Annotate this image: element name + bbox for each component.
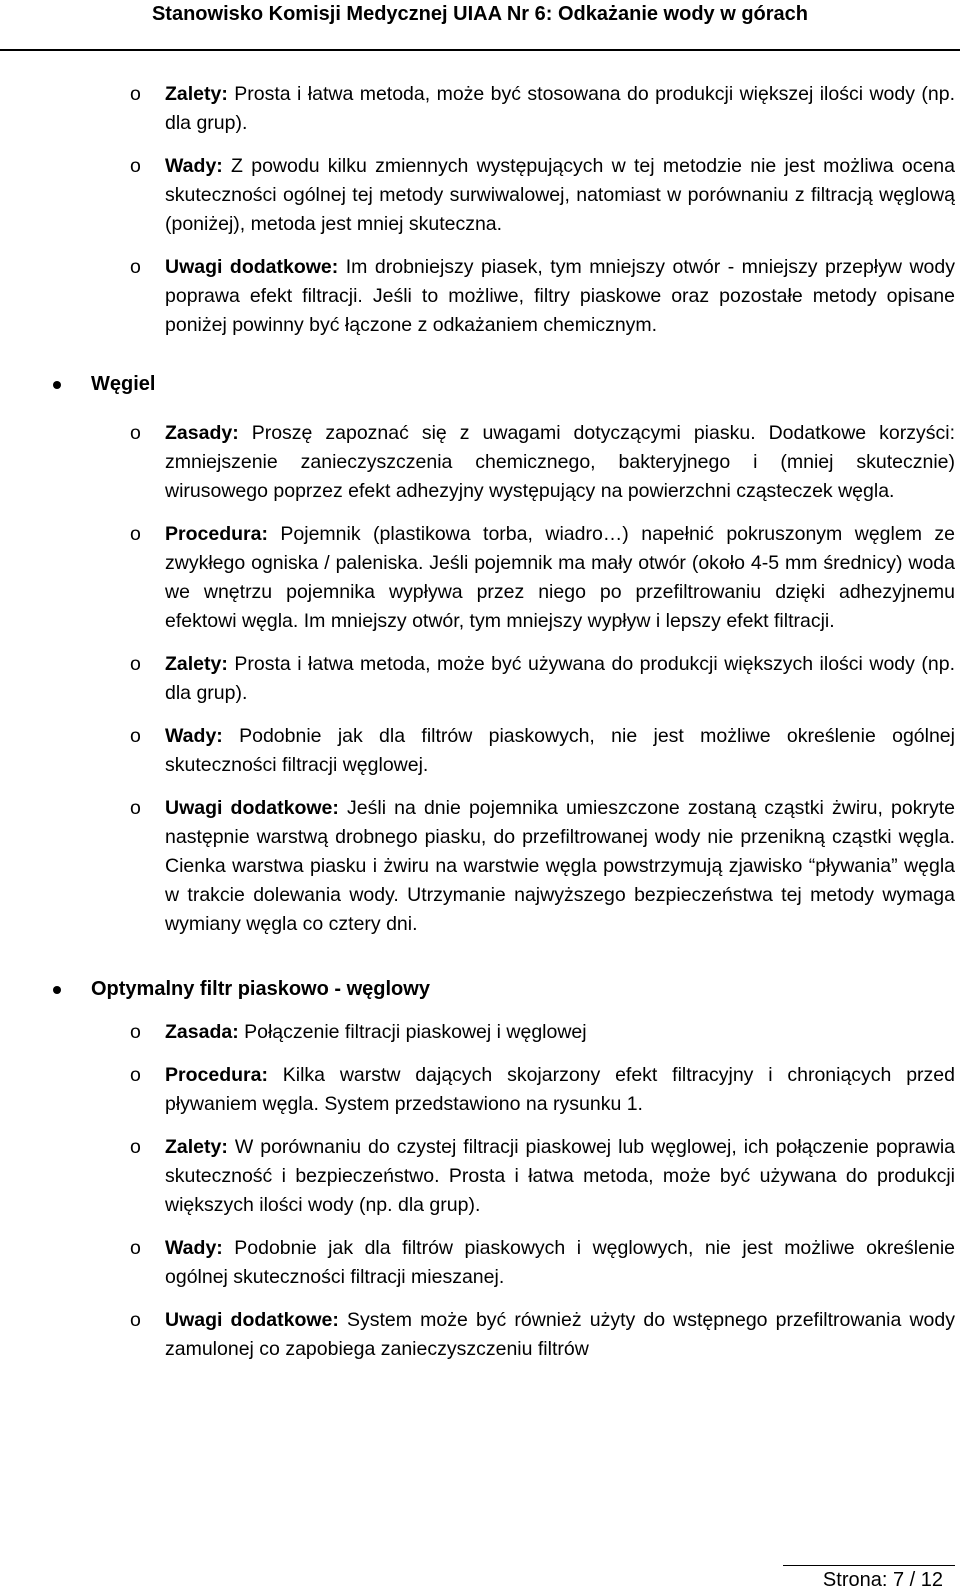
document-body xyxy=(0,80,960,1364)
item-text: Połączenie filtracji piaskowej i węglowej xyxy=(238,1021,587,1043)
item-text: Z powodu kilku zmiennych występujących w tej metodzie nie jest możliwa ocena skuteczności ogólnej tej metody surwiwalowej, natomiast w porównaniu z filtracją węglową (poniżej), metoda jest mniej skuteczna. xyxy=(165,155,955,235)
list-item-uwagi xyxy=(130,253,955,340)
section-title: Węgiel xyxy=(91,373,156,395)
page-header xyxy=(0,0,960,50)
page-number: Strona: 7 / 12 xyxy=(822,1569,943,1591)
list-marker: o xyxy=(130,1309,141,1331)
list-marker: o xyxy=(130,653,141,675)
list-item-wady xyxy=(130,152,955,239)
list-marker: o xyxy=(130,725,141,747)
section-heading-optymalny-filtr xyxy=(91,975,960,1004)
list-item-zalety xyxy=(130,80,955,138)
item-text: Jeśli na dnie pojemnika umieszczone zostaną cząstki żwiru, pokryte następnie warstwą drobnego piasku, do przefiltrowanej wody nie przenikną cząstki węgla. Cienka warstwa piasku i żwiru na warstwie węgla powstrzymują zjawisko “pływania” węgla w trakcie dolewania wody. Utrzymanie najwyższego bezpieczeństwa tej metody wymaga wymiany węgla co cztery dni. xyxy=(165,797,955,935)
list-item-wady xyxy=(130,722,955,780)
item-text: Proszę zapoznać się z uwagami dotyczącymi piasku. Dodatkowe korzyści: zmniejszenie zanieczyszczenia chemicznego, bakteryjnego i (mniej skutecznie) wirusowego poprzez efekt adhezyjny występujący na powierzchni cząsteczek węgla. xyxy=(165,422,955,502)
item-label: Procedura: xyxy=(165,1064,268,1086)
list-marker: o xyxy=(130,83,141,105)
item-text: Podobnie jak dla filtrów piaskowych i węglowych, nie jest możliwe określenie ogólnej skuteczności filtracji mieszanej. xyxy=(165,1237,955,1288)
bullet-icon xyxy=(53,381,61,389)
item-text: Im drobniejszy piasek, tym mniejszy otwór - mniejszy przepływ wody poprawa efekt filtracji. Jeśli to możliwe, filtry piaskowe oraz pozostałe metody opisane poniżej powinny być łączone z odkażaniem chemicznym. xyxy=(165,256,955,336)
header-divider xyxy=(0,49,960,51)
list-marker: o xyxy=(130,1237,141,1259)
list-marker: o xyxy=(130,523,141,545)
list-item-procedura xyxy=(130,520,955,636)
list-item-zasady xyxy=(130,419,955,506)
list-marker: o xyxy=(130,1021,141,1043)
section-heading-wegiel xyxy=(91,370,960,399)
item-text: Prosta i łatwa metoda, może być stosowana do produkcji większej ilości wody (np. dla grup). xyxy=(165,83,955,134)
document-title: Stanowisko Komisji Medycznej UIAA Nr 6: Odkażanie wody w górach xyxy=(151,3,809,25)
page-footer xyxy=(783,1565,955,1594)
item-text: Pojemnik (plastikowa torba, wiadro…) napełnić pokruszonym węglem ze zwykłego ogniska / paleniska. Jeśli pojemnik ma mały otwór (około 4-5 mm średnicy) woda we wnętrzu pojemnika wypływa przez niego po przefiltrowaniu dzięki adhezyjnemu efektowi węgla. Im mniejszy otwór, tym mniejszy wypływ i lepszy efekt filtracji. xyxy=(165,523,955,632)
item-text: Kilka warstw dających skojarzony efekt filtracyjny i chroniących przed pływaniem węgla. System przedstawiono na rysunku 1. xyxy=(165,1064,955,1115)
bullet-icon xyxy=(53,986,61,994)
list-marker: o xyxy=(130,256,141,278)
list-item-zalety xyxy=(130,650,955,708)
item-label: Uwagi dodatkowe: xyxy=(165,1309,339,1331)
item-label: Uwagi dodatkowe: xyxy=(165,797,339,819)
item-label: Zasada: xyxy=(165,1021,239,1043)
list-marker: o xyxy=(130,422,141,444)
item-label: Zalety: xyxy=(165,1136,228,1158)
item-label: Zalety: xyxy=(165,653,228,675)
list-item-procedura xyxy=(130,1061,955,1119)
item-label: Procedura: xyxy=(165,523,268,545)
section-title: Optymalny filtr piaskowo - węglowy xyxy=(91,978,430,1000)
list-item-zalety xyxy=(130,1133,955,1220)
list-marker: o xyxy=(130,1064,141,1086)
item-label: Wady: xyxy=(165,155,223,177)
list-item-uwagi xyxy=(130,794,955,939)
list-marker: o xyxy=(130,797,141,819)
list-item-wady xyxy=(130,1234,955,1292)
item-text: Prosta i łatwa metoda, może być używana do produkcji większych ilości wody (np. dla grup). xyxy=(165,653,955,704)
item-label: Zalety: xyxy=(165,83,228,105)
item-text: Podobnie jak dla filtrów piaskowych, nie jest możliwe określenie ogólnej skuteczności filtracji węglowej. xyxy=(165,725,955,776)
item-label: Uwagi dodatkowe: xyxy=(165,256,339,278)
item-label: Zasady: xyxy=(165,422,239,444)
list-item-uwagi xyxy=(130,1306,955,1364)
item-label: Wady: xyxy=(165,725,223,747)
item-label: Wady: xyxy=(165,1237,223,1259)
item-text: System może być również użyty do wstępnego przefiltrowania wody zamulonej co zapobiega zanieczyszczeniu filtrów xyxy=(165,1309,955,1360)
list-marker: o xyxy=(130,155,141,177)
item-text: W porównaniu do czystej filtracji piaskowej lub węglowej, ich połączenie poprawia skuteczność i bezpieczeństwo. Prosta i łatwa metoda, może być używana do produkcji większych ilości wody (np. dla grup). xyxy=(165,1136,955,1216)
list-marker: o xyxy=(130,1136,141,1158)
list-item-zasada xyxy=(130,1018,955,1047)
